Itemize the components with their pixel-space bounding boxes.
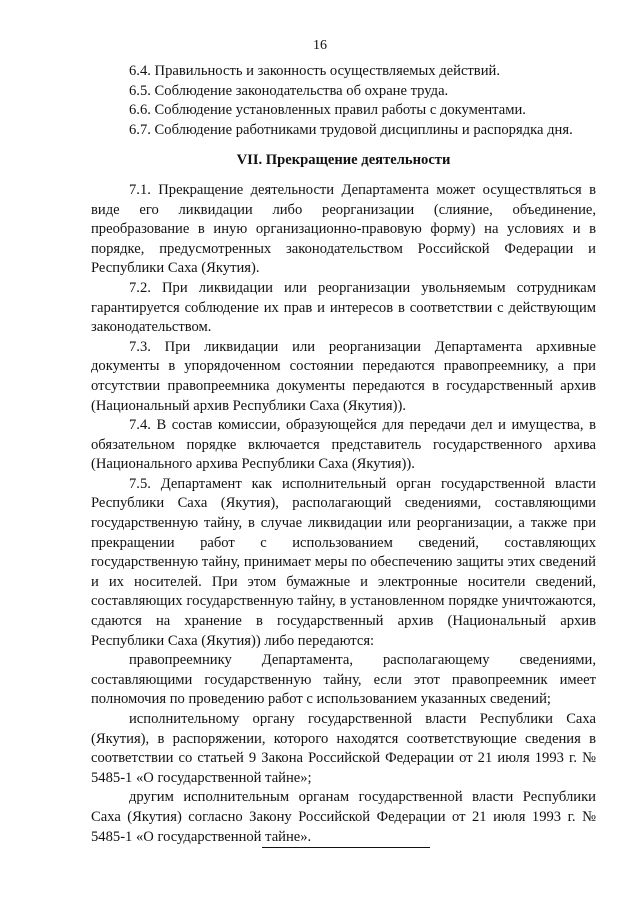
paragraph-7-1: 7.1. Прекращение деятельности Департамента может осуществляться в виде его ликвидации либо реорганизации (слияние, объединение, преобразование в иную организационно-правовую форму) на условиях и в порядке, предусмотренных законодательством Российской Федерации и Республики Саха (Якутия). — [91, 181, 596, 277]
document-body — [91, 62, 596, 847]
closing-divider — [262, 847, 430, 848]
paragraph-7-4: 7.4. В состав комиссии, образующейся для передачи дел и имущества, в обязательном порядке включается представитель государственного архива (Национального архива Республики Саха (Якутия)). — [91, 417, 596, 473]
paragraph-successor: правопреемнику Департамента, располагающему сведениями, составляющими государственную тайну, если этот правопреемник имеет полномочия по проведению работ с использованием указанных сведений; — [91, 652, 596, 708]
paragraph-7-5: 7.5. Департамент как исполнительный орган государственной власти Республики Саха (Якутия), располагающий сведениями, составляющими государственную тайну, в случае ликвидации или реорганизации, а также при прекращении работ с использованием сведений, составляющих государственную тайну, принимает меры по обеспечению защиты этих сведений и их носителей. При этом бумажные и электронные носители сведений, составляющих государственную тайну, в установленном порядке уничтожаются, сдаются на хранение в государственный архив (Национальный архив Республики Саха (Якутия)) либо передаются: — [91, 475, 596, 649]
paragraph-other-bodies: другим исполнительным органам государственной власти Республики Саха (Якутия) согласно Закону Российской Федерации от 21 июля 1993 г. № 5485-1 «О государственной тайне». — [91, 789, 596, 845]
list-item-6-5: 6.5. Соблюдение законодательства об охране труда. — [129, 82, 449, 99]
paragraph-7-3: 7.3. При ликвидации или реорганизации Департамента архивные документы в упорядоченном состоянии передаются правопреемнику, а при отсутствии правопреемника документы передаются в государственный архив (Национальный архив Республики Саха (Якутия)). — [91, 338, 596, 414]
section-heading: VII. Прекращение деятельности — [236, 152, 451, 169]
list-item-6-6: 6.6. Соблюдение установленных правил работы с документами. — [129, 102, 526, 119]
paragraph-7-2: 7.2. При ликвидации или реорганизации увольняемым сотрудникам гарантируется соблюдение их прав и интересов в соответствии с действующим законодательством. — [91, 279, 596, 336]
list-item-6-4: 6.4. Правильность и законность осуществляемых действий. — [129, 63, 500, 79]
page-number: 16 — [313, 38, 327, 53]
paragraph-executive-body: исполнительному органу государственной власти Республики Саха (Якутия), в распоряжении, которого находятся соответствующие сведения в соответствии со статьей 9 Закона Российской Федерации от 21 июля 1993 г. № 5485-1 «О государственной тайне»; — [91, 711, 596, 786]
list-item-6-7: 6.7. Соблюдение работниками трудовой дисциплины и распорядка дня. — [129, 121, 573, 138]
